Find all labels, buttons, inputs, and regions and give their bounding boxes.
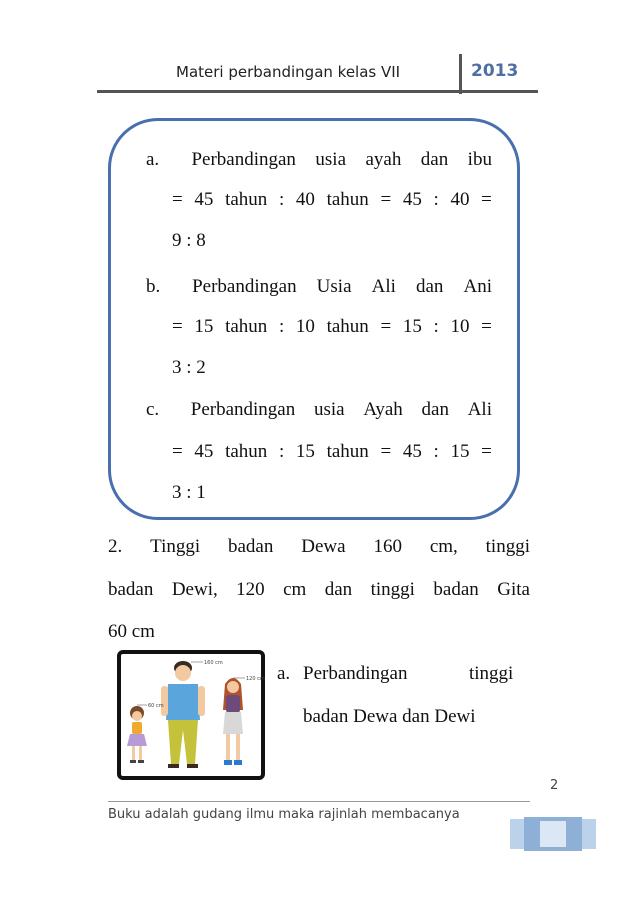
header-rule [97, 90, 538, 93]
word: cm [283, 579, 307, 600]
word: usia [313, 399, 345, 420]
word: 15 [402, 316, 422, 337]
footer-decoration [510, 817, 596, 851]
word: = [172, 316, 183, 337]
height-illustration [117, 650, 265, 780]
word: tahun [225, 189, 268, 210]
page-number: 2 [550, 778, 559, 793]
dewi-figure [223, 678, 243, 765]
word: 40 [295, 189, 315, 210]
word: ayah [365, 149, 402, 170]
header-separator [459, 54, 462, 94]
word: 15 [450, 441, 470, 462]
word: Gita [497, 579, 530, 600]
people-illustration [121, 654, 265, 776]
problem2-line1 [108, 536, 530, 558]
item-c-line1 [146, 400, 492, 419]
word: dan [324, 579, 353, 600]
word: 40 [450, 189, 470, 210]
label-gita: 60 cm [148, 703, 164, 709]
word: = [380, 189, 392, 210]
word: Dewi, [171, 579, 218, 600]
word: dan [415, 276, 444, 297]
word: : [278, 316, 285, 337]
word: tahun [326, 316, 369, 337]
word: = [172, 441, 183, 462]
word: : [433, 316, 439, 337]
page-header [0, 0, 638, 100]
word: dan [421, 399, 449, 420]
word: Perbandingan [190, 399, 296, 420]
word: usia [315, 149, 346, 170]
item-c-line2 [172, 442, 492, 461]
word: 45 [194, 189, 214, 210]
word: = [481, 189, 492, 210]
word: tahun [326, 189, 369, 210]
word: : [278, 189, 285, 210]
word: : [433, 189, 439, 210]
word: tinggi [485, 536, 530, 557]
word: 45 [402, 189, 422, 210]
item-b-line1 [146, 277, 492, 296]
item-b-marker: b. [146, 276, 161, 297]
footer-rule [108, 801, 530, 802]
gita-figure [127, 706, 147, 763]
word: tahun [225, 316, 268, 337]
word: ibu [467, 149, 492, 170]
word: badan [433, 579, 479, 600]
word: Usia [316, 276, 352, 297]
item-a-marker: a. [146, 149, 160, 170]
word: Ayah [363, 399, 403, 420]
word: Dewa [301, 536, 346, 557]
sub-a-word1: Perbandingan [303, 663, 408, 684]
word: badan [228, 536, 274, 557]
word: 160 [373, 536, 402, 557]
word: Ani [463, 276, 492, 297]
word: : [278, 441, 285, 462]
word: badan [108, 579, 154, 600]
word: 10 [450, 316, 470, 337]
word: = [172, 189, 183, 210]
word: tinggi [370, 579, 415, 600]
word: = [380, 316, 392, 337]
word: Ali [371, 276, 396, 297]
word: Ali [467, 399, 492, 420]
header-title: Materi perbandingan kelas VII [176, 63, 401, 81]
word: 120 [236, 579, 265, 600]
sub-a-line2: badan Dewa dan Dewi [303, 706, 476, 727]
word: 45 [402, 441, 422, 462]
label-dewa: 160 cm [204, 660, 223, 666]
problem2-line3: 60 cm [108, 621, 155, 642]
label-dewi: 120 cm [246, 676, 265, 682]
word: tahun [326, 441, 369, 462]
item-b-line3: 3 : 2 [172, 357, 206, 378]
dewa-figure [161, 661, 205, 768]
word: Tinggi [150, 536, 201, 557]
word: tahun [225, 441, 268, 462]
problem2-line2 [108, 579, 530, 601]
word: Perbandingan [191, 149, 296, 170]
item-a-line2 [172, 190, 492, 209]
item-a-line1 [146, 150, 492, 169]
word: = [481, 441, 492, 462]
word: 45 [194, 441, 214, 462]
item-c-line3: 3 : 1 [172, 482, 206, 503]
header-year: 2013 [471, 61, 519, 81]
item-c-marker: c. [146, 399, 160, 420]
word: = [380, 441, 392, 462]
sub-a-word2: tinggi [469, 663, 514, 684]
word: : [433, 441, 439, 462]
word: cm, [429, 536, 458, 557]
word: = [481, 316, 492, 337]
item-a-line3: 9 : 8 [172, 230, 206, 251]
word: 15 [194, 316, 214, 337]
word: dan [420, 149, 449, 170]
word: 10 [295, 316, 315, 337]
item-b-line2 [172, 317, 492, 336]
sub-a-marker: a. [277, 663, 291, 684]
word: 2. [108, 536, 123, 557]
footer-text: Buku adalah gudang ilmu maka rajinlah membacanya [108, 807, 460, 822]
word: 15 [295, 441, 315, 462]
word: Perbandingan [192, 276, 297, 297]
